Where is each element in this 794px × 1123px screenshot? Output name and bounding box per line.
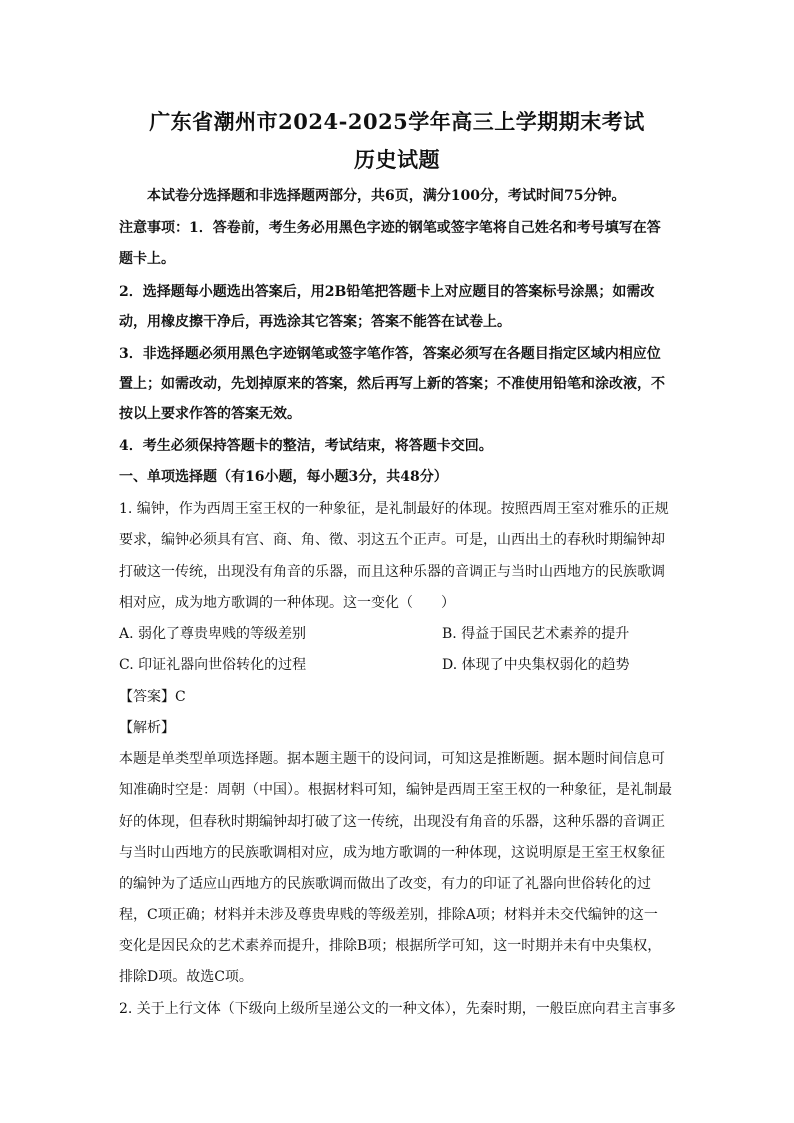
notes-line-4: 动，用橡皮擦干净后，再选涂其它答案；答案不能答在试卷上。 [119,314,511,330]
notes-line-1: 注意事项：1．答卷前，考生务必用黑色字迹的钢笔或签字笔将自己姓名和考号填写在答 [119,220,661,236]
q1-analysis-line-3: 好的体现，但春秋时期编钟却打破了这一传统，出现没有角音的乐器，这种乐器的音调正 [119,814,665,830]
section-heading: 一、单项选择题（有16小题，每小题3分，共48分） [119,469,448,485]
q1-option-b: B. 得益于国民艺术素养的提升 [442,626,630,642]
notes-line-2: 题卡上。 [119,251,175,267]
q1-analysis-line-1: 本题是单类型单项选择题。据本题主题干的设问词，可知这是推断题。据本题时间信息可 [119,751,665,767]
q1-stem-line-1: 1. 编钟，作为西周王室王权的一种象征，是礼制最好的体现。按照西周王室对雅乐的正规 [119,501,669,517]
q1-option-a: A. 弱化了尊贵卑贱的等级差别 [119,626,307,642]
q1-analysis-line-6: 程，C项正确；材料并未涉及尊贵卑贱的等级差别，排除A项；材料并未交代编钟的这一 [119,907,658,923]
page-title: 广东省潮州市2024-2025学年高三上学期期末考试 [149,109,645,134]
q1-analysis-line-2: 知准确时空是：周朝（中国）。根据材料可知，编钟是西周王室王权的一种象征，是礼制最 [119,782,672,798]
notes-line-6: 置上；如需改动，先划掉原来的答案，然后再写上新的答案；不准使用铅笔和涂改液，不 [119,376,665,392]
notes-line-7: 按以上要求作答的答案无效。 [119,406,301,422]
q1-option-d: D. 体现了中央集权弱化的趋势 [442,657,630,673]
q1-option-c: C. 印证礼器向世俗转化的过程 [119,657,307,673]
q1-answer: 【答案】C [119,689,186,705]
notes-line-8: 4．考生必须保持答题卡的整洁，考试结束，将答题卡交回。 [119,438,493,454]
q1-analysis-line-5: 的编钟为了适应山西地方的民族歌调而做出了改变，有力的印证了礼器向世俗转化的过 [119,876,651,892]
q1-stem-line-2: 要求，编钟必须具有宫、商、角、徵、羽这五个正声。可是，山西出土的春秋时期编钟却 [119,532,665,548]
page-subtitle: 历史试题 [354,147,440,172]
q1-analysis-line-4: 与当时山西地方的民族歌调相对应，成为地方歌调的一种体现，这说明原是王室王权象征 [119,845,665,861]
q1-analysis-line-8: 排除D项。故选C项。 [119,969,253,985]
notes-line-5: 3．非选择题必须用黑色字迹钢笔或签字笔作答，答案必须写在各题目指定区域内相应位 [119,346,661,362]
q1-stem-line-3: 打破这一传统，出现没有角音的乐器，而且这种乐器的音调正与当时山西地方的民族歌调 [119,564,665,580]
q1-analysis-label: 【解析】 [119,720,175,736]
q2-stem-line-1: 2. 关于上行文体（下级向上级所呈递公文的一种文体），先秦时期，一般臣庶向君主言事多 [119,1001,676,1017]
exam-intro: 本试卷分选择题和非选择题两部分，共6页，满分100分，考试时间75分钟。 [147,188,626,204]
notes-line-3: 2．选择题每小题选出答案后，用2B铅笔把答题卡上对应题目的答案标号涂黑；如需改 [119,284,655,300]
q1-stem-line-4: 相对应，成为地方歌调的一种体现。这一变化（ ） [119,595,455,611]
q1-analysis-line-7: 变化是因民众的艺术素养而提升，排除B项；根据所学可知，这一时期并未有中央集权， [119,938,662,954]
